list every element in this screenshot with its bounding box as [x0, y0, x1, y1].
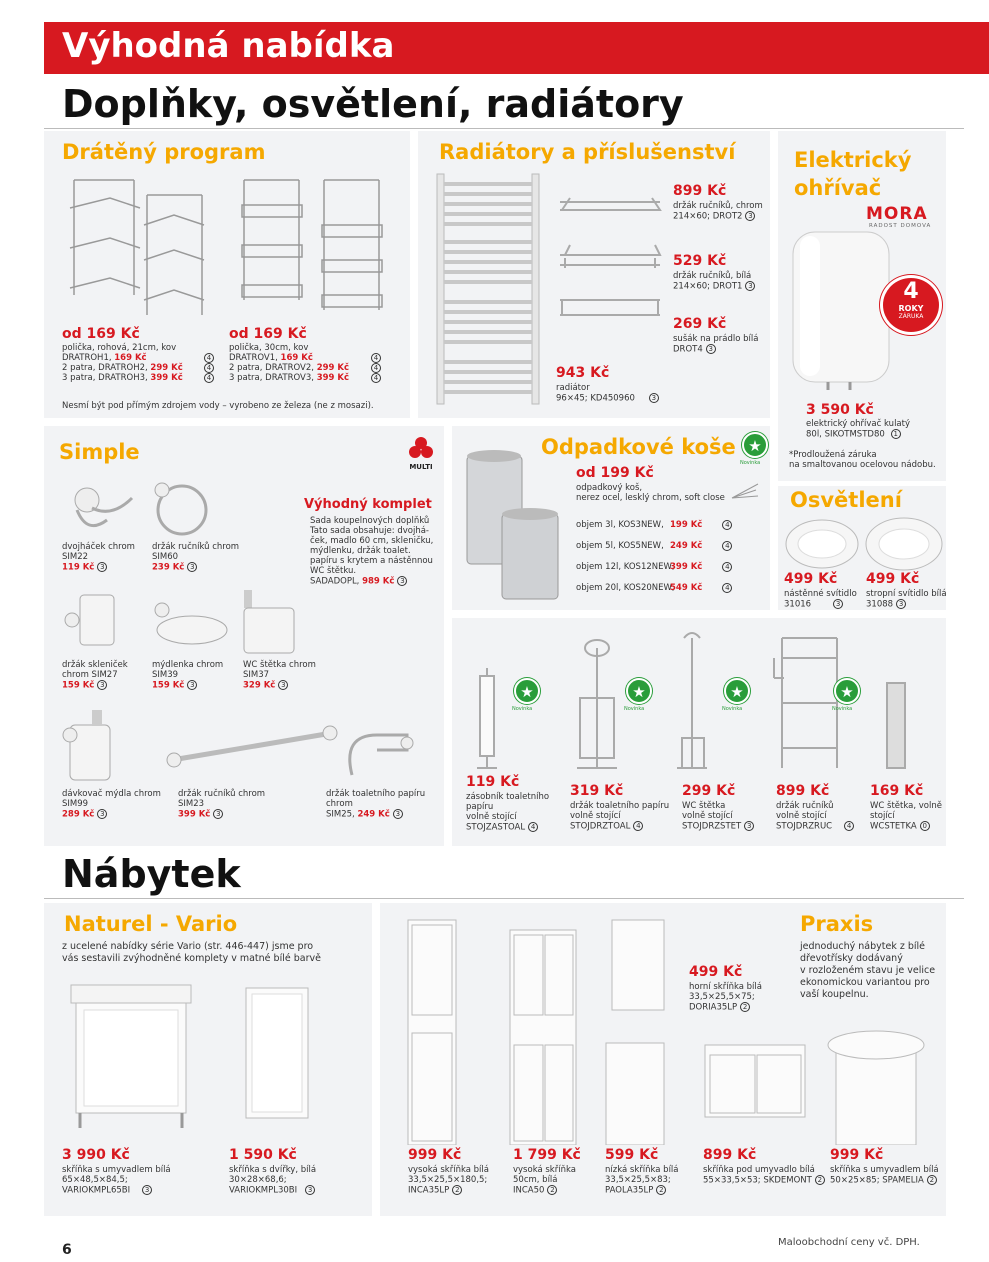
vario-a-desc: skříňka s umyvadlem bílá 65×48,5×84,5; VARIOKMPL65BI 3 [62, 1165, 171, 1196]
page-title: Doplňky, osvětlení, radiátory [62, 82, 684, 126]
divider [44, 898, 964, 899]
s2-desc: držák toaletního papíru volně stojící STOJDRZTOAL 4 [570, 801, 670, 832]
light-b-desc: stropní svítidlo bílá 31088 3 [866, 589, 947, 610]
kit-title: Výhodný komplet [304, 497, 432, 512]
mora-slogan: RADOST DOMOVA [869, 223, 932, 229]
divider [44, 128, 964, 129]
praxis-intro: jednoduchý nábytek z bílé dřevotřísky dodávaný v rozloženém stavu je velice ekonomickou variantou pro vaší koupelnu. [800, 941, 936, 1000]
price-note: Maloobchodní ceny vč. DPH. [778, 1237, 920, 1248]
wire-note: Nesmí být pod přímým zdrojem vody – vyrobeno ze železa (ne z mosazi). [62, 401, 374, 411]
heater-note: *Prodloužená záruka na smaltovanou ocelovou nádobu. [789, 450, 936, 470]
multi-logo: MULTI [404, 436, 438, 471]
heater-title: Elektrický ohřívač [794, 148, 912, 200]
simple-i8: držák toaletního papíru chrom SIM25, 249 Kč 3 [326, 789, 426, 820]
rad-p1-desc: držák ručníků, chrom 214×60; DROT2 3 [673, 201, 763, 222]
warranty-badge: 4 ROKY ZÁRUKA [880, 275, 942, 335]
s4-price: 899 Kč [776, 783, 830, 799]
kit-desc: Sada koupelnových doplňků Tato sada obsahuje: dvojhá- ček, madlo 60 cm, skleničku, mýdlenku, držák toalet. papíru s krytem a nástěnnou WC štětku. SADADOPL, 989 Kč 3 [310, 516, 434, 587]
wire-a-price: od 169 Kč [62, 326, 140, 342]
offer-banner [44, 22, 989, 74]
simple-i7: držák ručníků chrom SIM23 399 Kč 3 [178, 789, 266, 820]
praxis-e-desc: skříňka s umyvadlem bílá 50×25×85; SPAMELIA 2 [830, 1165, 939, 1186]
mora-logo: MORA [866, 204, 928, 224]
s2-price: 319 Kč [570, 783, 624, 799]
glass-soap-image [62, 590, 312, 655]
radiator-image [432, 172, 552, 408]
praxis-e-price: 999 Kč [830, 1147, 884, 1163]
light-a-price: 499 Kč [784, 571, 838, 587]
praxis-top-price: 499 Kč [689, 964, 743, 980]
praxis-top-desc: horní skříňka bílá 33,5×25,5×75; DORIA35LP 2 [689, 982, 762, 1013]
s3-desc: WC štětka volně stojící STOJDRZSTET 3 [682, 801, 754, 832]
simple-i4: mýdlenka chrom SIM39 159 Kč 3 [152, 660, 224, 691]
rad-p3-price: 269 Kč [673, 316, 727, 332]
naturel-title: Naturel - Vario [64, 912, 238, 936]
wire-title: Drátěný program [62, 140, 266, 164]
simple-i6: dávkovač mýdla chrom SIM99 289 Kč 3 [62, 789, 161, 820]
new-star-icon: ★ Novinka [514, 678, 540, 704]
heater-price: 3 590 Kč [806, 402, 874, 418]
multi-logo-icon [406, 436, 436, 460]
simple-i3: držák skleniček chrom SIM27 159 Kč 3 [62, 660, 128, 691]
praxis-b-desc: vysoká skříňka 50cm, bílá INCA50 2 [513, 1165, 576, 1196]
praxis-a-desc: vysoká skříňka bílá 33,5×25,5×180,5; INCA35LP 2 [408, 1165, 489, 1196]
rad-p4-desc: radiátor 96×45; KD450960 3 [556, 383, 659, 404]
s5-desc: WC štětka, volně stojící WCSTETKA 0 [870, 801, 942, 832]
new-star-icon: ★ Novinka [834, 678, 860, 704]
s5-price: 169 Kč [870, 783, 924, 799]
heater-desc: elektrický ohřívač kulatý 80l, SIKOTMSTD80 1 [806, 419, 910, 440]
radiator-title: Radiátory a příslušenství [439, 140, 736, 164]
praxis-a-price: 999 Kč [408, 1147, 462, 1163]
light-b-price: 499 Kč [866, 571, 920, 587]
bins-image [462, 444, 572, 604]
simple-i2: držák ručníků chrom SIM60 239 Kč 3 [152, 542, 240, 573]
wire-b-desc: polička, 30cm, kov DRATROV1, 169 Kč 4 2 patra, DRATROV2, 299 Kč 4 3 patra, DRATROV3, 399 Kč 4 [229, 343, 381, 383]
page-number: 6 [62, 1242, 72, 1258]
bins-title: Odpadkové koše [541, 435, 736, 459]
lights-image [784, 516, 944, 572]
banner-text: Výhodná nabídka [62, 26, 395, 66]
praxis-furniture-image [400, 915, 945, 1145]
rad-p4-price: 943 Kč [556, 365, 610, 381]
lighting-title: Osvětlení [790, 488, 902, 512]
light-a-desc: nástěnné svítidlo 31016 3 [784, 589, 857, 610]
bins-sizes: objem 3l, KOS3NEW, 199 Kč 4 objem 5l, KOS5NEW, 249 Kč 4 objem 12l, KOS12NEW,399 Kč 4 objem 20l, KOS20NEW,549 Kč 4 [576, 515, 732, 599]
rad-p2-desc: držák ručníků, bílá 214×60; DROT1 3 [673, 271, 755, 292]
towel-holders-image [550, 180, 670, 330]
wire-b-price: od 169 Kč [229, 326, 307, 342]
stands-image [462, 628, 942, 778]
rad-p1-price: 899 Kč [673, 183, 727, 199]
furniture-title: Nábytek [62, 852, 241, 896]
bins-desc: odpadkový koš, nerez ocel, lesklý chrom, soft close [576, 483, 725, 503]
bins-price: od 199 Kč [576, 465, 654, 481]
new-star-icon: ★ Novinka [724, 678, 750, 704]
simple-i5: WC štětka chrom SIM37 329 Kč 3 [243, 660, 316, 691]
new-star-icon: ★ Novinka [742, 432, 768, 458]
naturel-intro: z ucelené nabídky série Vario (str. 446-447) jsme pro vás sestavili zvýhodněné komplety v matné bílé barvě [62, 941, 321, 964]
rad-p3-desc: sušák na prádlo bílá DROT4 3 [673, 334, 759, 355]
dispenser-rail-image [62, 705, 422, 785]
s3-price: 299 Kč [682, 783, 736, 799]
vario-a-price: 3 990 Kč [62, 1147, 130, 1163]
simple-title: Simple [59, 440, 140, 464]
praxis-d-price: 899 Kč [703, 1147, 757, 1163]
hooks-image [62, 480, 302, 540]
wire-a-desc: polička, rohová, 21cm, kov DRATROH1, 169 Kč 4 2 patra, DRATROH2, 299 Kč 4 3 patra, DRATROH3, 399 Kč 4 [62, 343, 214, 383]
simple-i1: dvojháček chrom SIM22 119 Kč 3 [62, 542, 135, 573]
praxis-d-desc: skříňka pod umyvadlo bílá 55×33,5×53; SKDEMONT 2 [703, 1165, 825, 1186]
praxis-c-price: 599 Kč [605, 1147, 659, 1163]
vario-b-price: 1 590 Kč [229, 1147, 297, 1163]
s1-desc: zásobník toaletního papíru volně stojící STOJZASTOAL 4 [466, 792, 550, 833]
s4-desc: držák ručníků volně stojící STOJDRZRUC 4 [776, 801, 854, 832]
rad-p2-price: 529 Kč [673, 253, 727, 269]
wire-shelves-image [62, 170, 392, 320]
soft-close-icon [730, 480, 760, 500]
praxis-b-price: 1 799 Kč [513, 1147, 581, 1163]
praxis-c-desc: nízká skříňka bílá 33,5×25,5×83; PAOLA35LP 2 [605, 1165, 679, 1196]
new-star-icon: ★ Novinka [626, 678, 652, 704]
vario-b-desc: skříňka s dvířky, bílá 30×28×68,6; VARIOKMPL30BI 3 [229, 1165, 317, 1196]
praxis-title: Praxis [800, 912, 874, 936]
s1-price: 119 Kč [466, 774, 520, 790]
vario-image [66, 980, 366, 1140]
